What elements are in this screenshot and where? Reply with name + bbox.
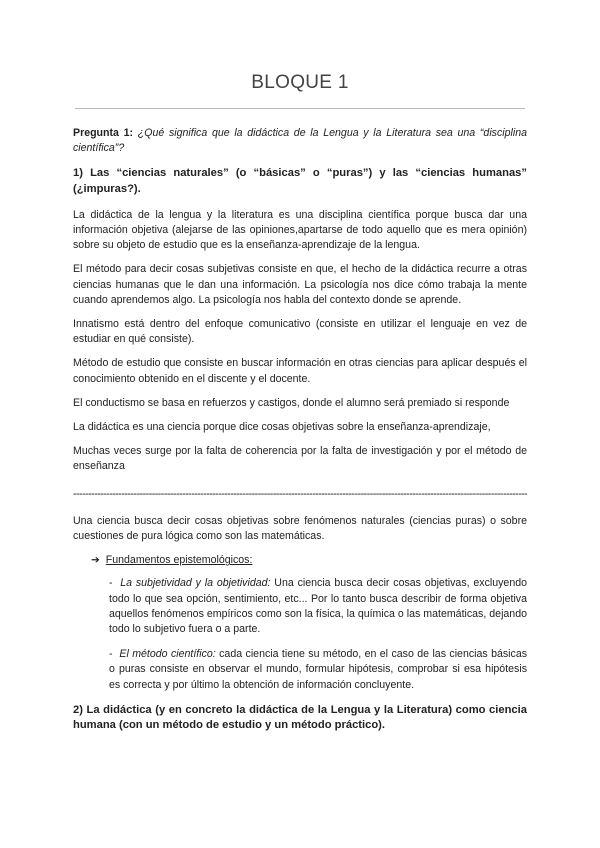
question-1-text: ¿Qué significa que la didáctica de la Lengua y la Literatura sea una “disciplina científica”? bbox=[73, 127, 528, 155]
subitem-term: La subjetividad y la objetividad: bbox=[120, 577, 271, 590]
subitem-subjetividad bbox=[109, 576, 527, 637]
paragraph-6: La didáctica es una ciencia porque dice cosas objetivas sobre la enseñanza-aprendizaje, bbox=[73, 421, 491, 434]
paragraph-2: El método para decir cosas subjetivas consiste en que, el hecho de la didáctica recurre a otras ciencias humanas que le dan una información. La psicología nos dice cómo trabaja la mente cuando aprendemos algo. La psicología nos habla del contexto donde se aprende. bbox=[73, 263, 527, 306]
paragraph-5: El conductismo se basa en refuerzos y castigos, donde el alumno será premiado si responde bbox=[73, 396, 510, 409]
question-1-label: Pregunta 1: bbox=[73, 127, 134, 139]
subitem-metodo bbox=[109, 647, 527, 693]
subitem-term: El método científico: bbox=[119, 648, 216, 661]
paragraph-4: Método de estudio que consiste en buscar información en otras ciencias para aplicar después el conocimiento obtenido en el discente y el docente. bbox=[73, 357, 527, 385]
paragraph-3: Innatismo está dentro del enfoque comunicativo (consiste en utilizar el lenguaje en vez de estudiar en qué consiste). bbox=[73, 318, 527, 346]
subitem-text: Una ciencia busca decir cosas objetivas, excluyendo todo lo que sea opción, sentimiento, etc... Por lo tanto busca describir de forma objetiva aquellos fenómenos empíricos como son la física, la química o las matemáticas, dejando todo lo subjetivo fuera o a parte. bbox=[109, 577, 527, 636]
separator-line: ------------------------------------------------------------------------------------------------------------------------------------------------------ bbox=[73, 487, 528, 500]
page-title: BLOQUE 1 bbox=[251, 72, 349, 93]
dash-icon: - bbox=[109, 648, 113, 661]
bullet-fundamentos bbox=[91, 553, 527, 568]
heading-1: 1) Las “ciencias naturales” (o “básicas” o “puras”) y las “ciencias humanas” (¿impuras?). bbox=[73, 167, 527, 195]
question-1 bbox=[73, 126, 527, 156]
document-body bbox=[73, 126, 527, 744]
paragraph-7: Muchas veces surge por la falta de coherencia por la falta de investigación y por el método de enseñanza bbox=[73, 445, 527, 473]
bullet-label: Fundamentos epistemológicos: bbox=[105, 554, 253, 567]
heading-2: 2) La didáctica (y en concreto la didáctica de la Lengua y la Literatura) como ciencia humana (con un método de estudio y un método práctico). bbox=[73, 703, 527, 732]
paragraph-ciencia: Una ciencia busca decir cosas objetivas sobre fenómenos naturales (ciencias puras) o sobre cuestiones de pura lógica como son las matemáticas. bbox=[73, 514, 527, 543]
title-divider bbox=[75, 108, 525, 109]
arrow-icon: ➔ bbox=[91, 554, 100, 567]
paragraph-1: La didáctica de la lengua y la literatura es una disciplina científica porque busca dar una información objetiva (alejarse de las opiniones,apartarse de todo aquello que es mera opinión) sobre su objeto de estudio que es la enseñanza-aprendizaje de la lengua. bbox=[73, 208, 527, 252]
dash-icon: - bbox=[109, 577, 113, 590]
subitem-text: cada ciencia tiene su método, en el caso de las ciencias básicas o puras consiste en observar el mundo, formular hipótesis, comprobar si esa hipótesis es correcta y por último la obtención de información concluyente. bbox=[109, 648, 528, 691]
